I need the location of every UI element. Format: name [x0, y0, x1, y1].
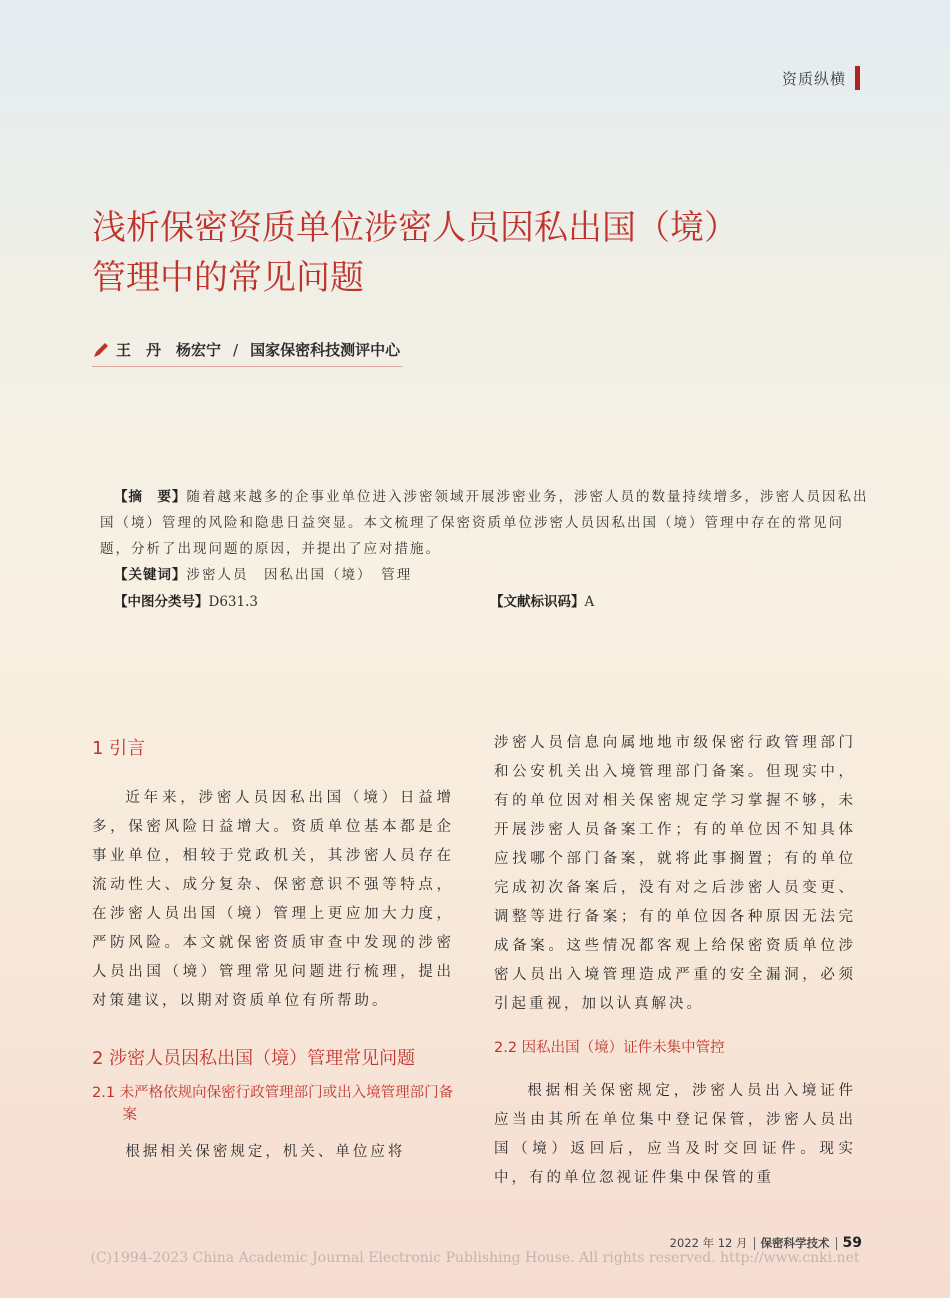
footer-divider — [754, 1237, 755, 1250]
section-tag-bar — [855, 66, 860, 90]
section-2-1-paragraph-start: 根据相关保密规定，机关、单位应将 — [125, 1144, 406, 1160]
page-number: 59 — [842, 1235, 862, 1251]
section-2-heading: 2 涉密人员因私出国（境）管理常见问题 — [92, 1048, 416, 1069]
section-tag: 资质纵横 — [781, 70, 846, 88]
section-2-2-heading: 2.2 因私出国（境）证件未集中管控 — [494, 1040, 725, 1056]
cnki-watermark: (C)1994-2023 China Academic Journal Electronic Publishing House. All rights reserved. http://www.cnki.net — [90, 1250, 860, 1266]
abstract — [100, 484, 872, 588]
footer-divider — [836, 1237, 837, 1250]
article-title — [92, 203, 852, 303]
clc-label: 【中图分类号】 — [114, 594, 209, 610]
section-2-1-paragraph-continued: 涉密人员信息向属地地市级保密行政管理部门和公安机关出入境管理部门备案。但现实中，有的单位因对相关保密规定学习掌握不够，未开展涉密人员备案工作；有的单位因不知具体应找哪个部门备案，就将此事搁置；有的单位完成初次备案后，没有对之后涉密人员变更、调整等进行备案；有的单位因各种原因无法完成备案。这些情况都客观上给保密资质单位涉密人员出入境管理造成严重的安全漏洞，必须引起重视，加以认真解决。 — [494, 735, 856, 1012]
doc-code: A — [584, 594, 595, 610]
abstract-text: 随着越来越多的企事业单位进入涉密领域开展涉密业务，涉密人员的数量持续增多，涉密人员因私出国（境）管理的风险和隐患日益突显。本文梳理了保密资质单位涉密人员因私出国（境）管理中存在的常见问题，分析了出现问题的原因，并提出了应对措施。 — [100, 489, 869, 557]
keywords: 涉密人员 因私出国（境） 管理 — [186, 567, 413, 583]
title-line-1: 浅析保密资质单位涉密人员因私出国（境） — [92, 208, 738, 248]
section-1-heading: 1 引言 — [92, 738, 146, 759]
left-column — [92, 730, 454, 1167]
keywords-label: 【关键词】 — [114, 567, 187, 583]
section-1-paragraph: 近年来，涉密人员因私出国（境）日益增多，保密风险日益增大。资质单位基本都是企事业单位，相较于党政机关，其涉密人员存在流动性大、成分复杂、保密意识不强等特点，在涉密人员出国（境）管理上更应加大力度，严防风险。本文就保密资质审查中发现的涉密人员出国（境）管理常见问题进行梳理，提出对策建议，以期对资质单位有所帮助。 — [92, 790, 454, 1009]
issue-date: 2022 年 12 月 — [669, 1236, 748, 1250]
byline-separator: / — [233, 340, 239, 359]
page-footer — [670, 1235, 862, 1251]
section-2-2-paragraph: 根据相关保密规定，涉密人员出入境证件应当由其所在单位集中登记保管，涉密人员出国（境）返回后，应当及时交回证件。现实中，有的单位忽视证件集中保管的重 — [494, 1083, 856, 1186]
byline — [92, 339, 400, 360]
clc-code: D631.3 — [208, 594, 258, 610]
affiliation: 国家保密科技测评中心 — [250, 341, 401, 359]
abstract-label: 【摘 要】 — [114, 489, 187, 505]
authors: 王 丹 杨宏宁 — [116, 341, 222, 359]
section-2-1-heading: 2.1 未严格依规向保密行政管理部门或出入境管理部门备案 — [92, 1085, 454, 1123]
journal-name: 保密科学技术 — [760, 1236, 830, 1250]
doc-code-label: 【文献标识码】 — [490, 594, 585, 610]
pen-icon — [92, 341, 110, 359]
byline-rule — [92, 366, 402, 367]
right-column — [494, 730, 856, 1193]
title-line-2: 管理中的常见问题 — [92, 258, 364, 298]
